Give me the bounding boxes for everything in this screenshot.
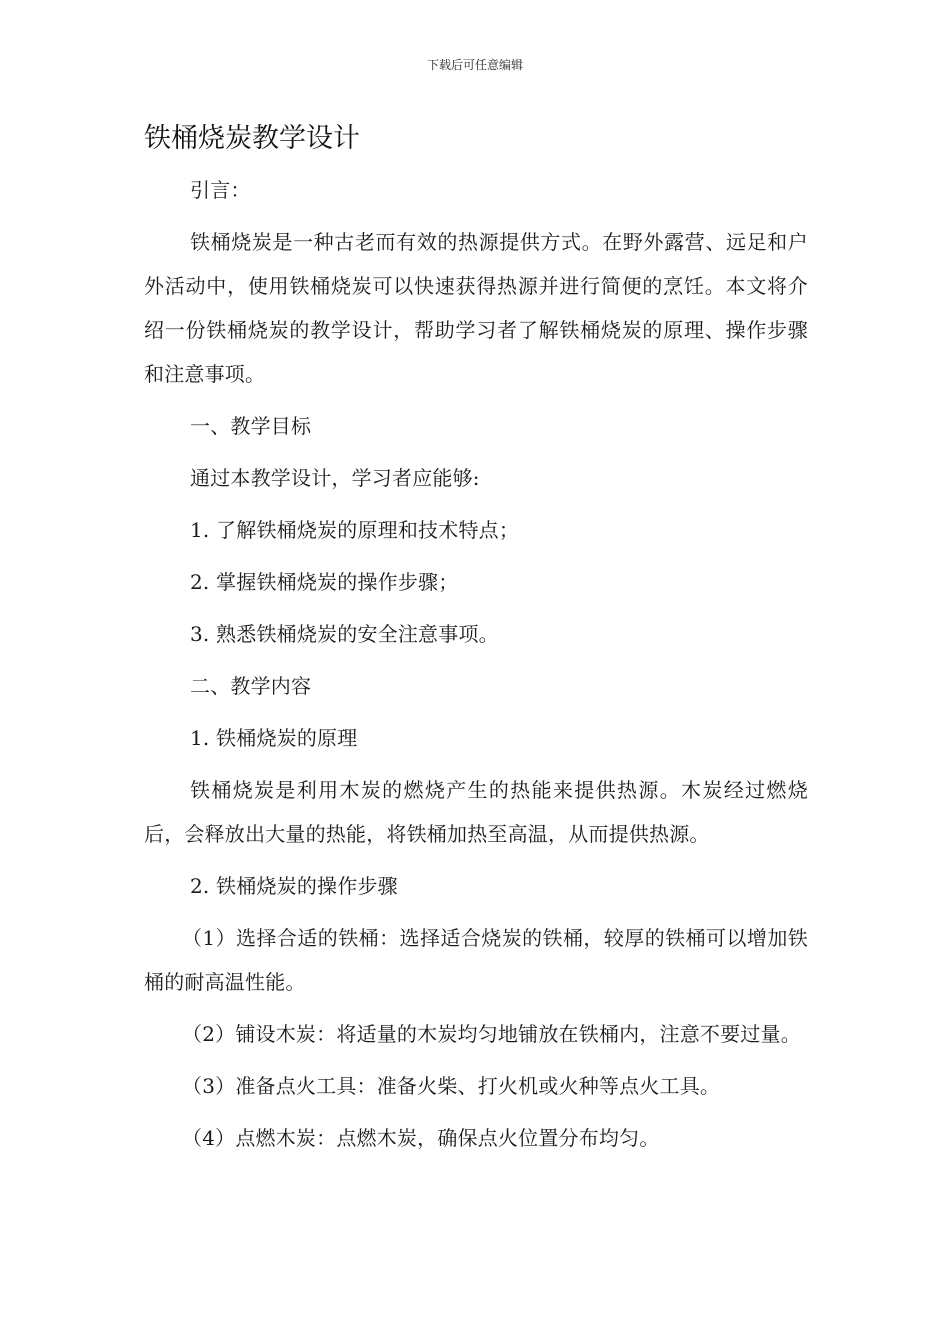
step-3: （3）准备点火工具：准备火柴、打火机或火种等点火工具。 [182,1074,721,1098]
step-4: （4）点燃木炭：点燃木炭，确保点火位置分布均匀。 [182,1126,660,1150]
document-body [144,168,808,1168]
heading-content: 二、教学内容 [190,674,312,698]
paragraph-intro: 铁桶烧炭是一种古老而有效的热源提供方式。在野外露营、远足和户外活动中，使用铁桶烧炭可以快速获得热源并进行简便的烹饪。本文将介绍一份铁桶烧炭的教学设计，帮助学习者了解铁桶烧炭的原理、操作步骤和注意事项。 [144,230,808,386]
list-item-goal-2: 2. 掌握铁桶烧炭的操作步骤； [190,570,459,594]
subheading-principle: 1. 铁桶烧炭的原理 [190,726,358,750]
document-title: 铁桶烧炭教学设计 [144,123,360,154]
heading-goals: 一、教学目标 [190,414,312,438]
step-2: （2）铺设木炭：将适量的木炭均匀地铺放在铁桶内，注意不要过量。 [182,1022,801,1046]
paragraph-intro-label: 引言： [190,178,251,202]
subheading-steps: 2. 铁桶烧炭的操作步骤 [190,874,398,898]
paragraph-principle: 铁桶烧炭是利用木炭的燃烧产生的热能来提供热源。木炭经过燃烧后，会释放出大量的热能，将铁桶加热至高温，从而提供热源。 [144,778,808,846]
list-item-goal-1: 1. 了解铁桶烧炭的原理和技术特点； [190,518,520,542]
step-1: （1）选择合适的铁桶：选择适合烧炭的铁桶，较厚的铁桶可以增加铁桶的耐高温性能。 [144,926,808,994]
paragraph-goals-lead: 通过本教学设计，学习者应能够: [190,466,480,490]
list-item-goal-3: 3. 熟悉铁桶烧炭的安全注意事项。 [190,622,499,646]
page-header: 下载后可任意编辑 [426,58,523,72]
